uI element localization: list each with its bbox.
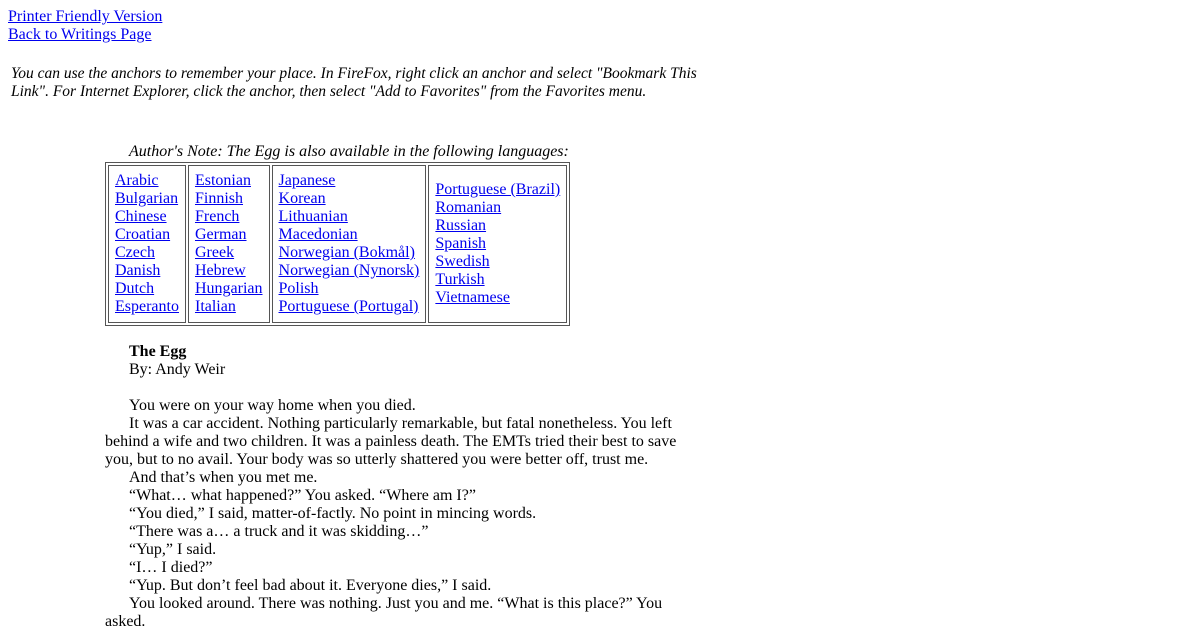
- story-paragraph: “Yup,” I said.: [129, 541, 217, 558]
- language-link[interactable]: Dutch: [115, 280, 155, 297]
- languages-column: [188, 165, 270, 323]
- story-paragraph: It was a car accident. Nothing particularly remarkable, but fatal nonetheless. You left behind a wife and two children. It was a painless death. The EMTs tried their best to save you, but to no avail. Your body was so utterly shattered you were better off, trust me.: [105, 415, 677, 468]
- language-link[interactable]: Vietnamese: [435, 289, 510, 306]
- story-paragraph: “I… I died?”: [129, 559, 213, 576]
- language-link[interactable]: Romanian: [435, 199, 502, 216]
- languages-column: [428, 165, 567, 323]
- paragraph-spacer: [105, 379, 685, 397]
- language-link[interactable]: Norwegian (Nynorsk): [278, 262, 420, 279]
- language-link[interactable]: Czech: [115, 244, 155, 261]
- language-link[interactable]: French: [194, 208, 240, 225]
- story-paragraph: You were on your way home when you died.: [129, 397, 416, 414]
- language-link[interactable]: Chinese: [115, 208, 167, 225]
- language-link[interactable]: Macedonian: [278, 226, 358, 243]
- language-link[interactable]: Estonian: [194, 172, 251, 189]
- story-paragraph: You looked around. There was nothing. Just you and me. “What is this place?” You asked.: [105, 595, 663, 630]
- author-note: Author's Note: The Egg is also available in the following languages:: [129, 143, 569, 160]
- language-link[interactable]: Croatian: [115, 226, 171, 243]
- language-link[interactable]: Danish: [115, 262, 161, 279]
- language-link[interactable]: Bulgarian: [115, 190, 179, 207]
- language-link[interactable]: Japanese: [278, 172, 336, 189]
- language-link[interactable]: Italian: [194, 298, 236, 315]
- language-link[interactable]: Arabic: [115, 172, 159, 189]
- language-link[interactable]: Greek: [194, 244, 235, 261]
- story: [105, 343, 685, 631]
- language-link[interactable]: Lithuanian: [278, 208, 348, 225]
- language-link[interactable]: Swedish: [435, 253, 490, 270]
- printer-friendly-link[interactable]: Printer Friendly Version: [8, 8, 163, 25]
- language-link[interactable]: Portuguese (Portugal): [278, 298, 419, 315]
- language-link[interactable]: Turkish: [435, 271, 485, 288]
- language-link[interactable]: Norwegian (Bokmål): [278, 244, 415, 261]
- top-links: [8, 8, 162, 44]
- language-link[interactable]: Polish: [278, 280, 319, 297]
- story-byline: By: Andy Weir: [129, 361, 226, 378]
- language-link[interactable]: Esperanto: [115, 298, 179, 315]
- language-link[interactable]: Finnish: [194, 190, 243, 207]
- languages-column: [272, 165, 427, 323]
- story-paragraph: “There was a… a truck and it was skidding…”: [129, 523, 429, 540]
- language-link[interactable]: Korean: [278, 190, 326, 207]
- languages-table: [105, 162, 570, 326]
- languages-column: [108, 165, 186, 323]
- story-paragraph: And that’s when you met me.: [129, 469, 318, 486]
- language-link[interactable]: Spanish: [435, 235, 487, 252]
- story-paragraph: “You died,” I said, matter-of-factly. No point in mincing words.: [129, 505, 537, 522]
- anchor-instructions: You can use the anchors to remember your place. In FireFox, right click an anchor and select "Bookmark This Link". For Internet Explorer, click the anchor, then select "Add to Favorites" from the Favorites menu.: [11, 65, 697, 100]
- language-link[interactable]: Russian: [435, 217, 487, 234]
- language-link[interactable]: Portuguese (Brazil): [435, 181, 561, 198]
- language-link[interactable]: Hebrew: [194, 262, 246, 279]
- language-link[interactable]: German: [194, 226, 247, 243]
- story-paragraph: “What… what happened?” You asked. “Where am I?”: [129, 487, 476, 504]
- story-paragraph: “Yup. But don’t feel bad about it. Everyone dies,” I said.: [129, 577, 492, 594]
- language-link[interactable]: Hungarian: [194, 280, 263, 297]
- story-title: The Egg: [129, 343, 187, 360]
- back-to-writings-link[interactable]: Back to Writings Page: [8, 26, 152, 43]
